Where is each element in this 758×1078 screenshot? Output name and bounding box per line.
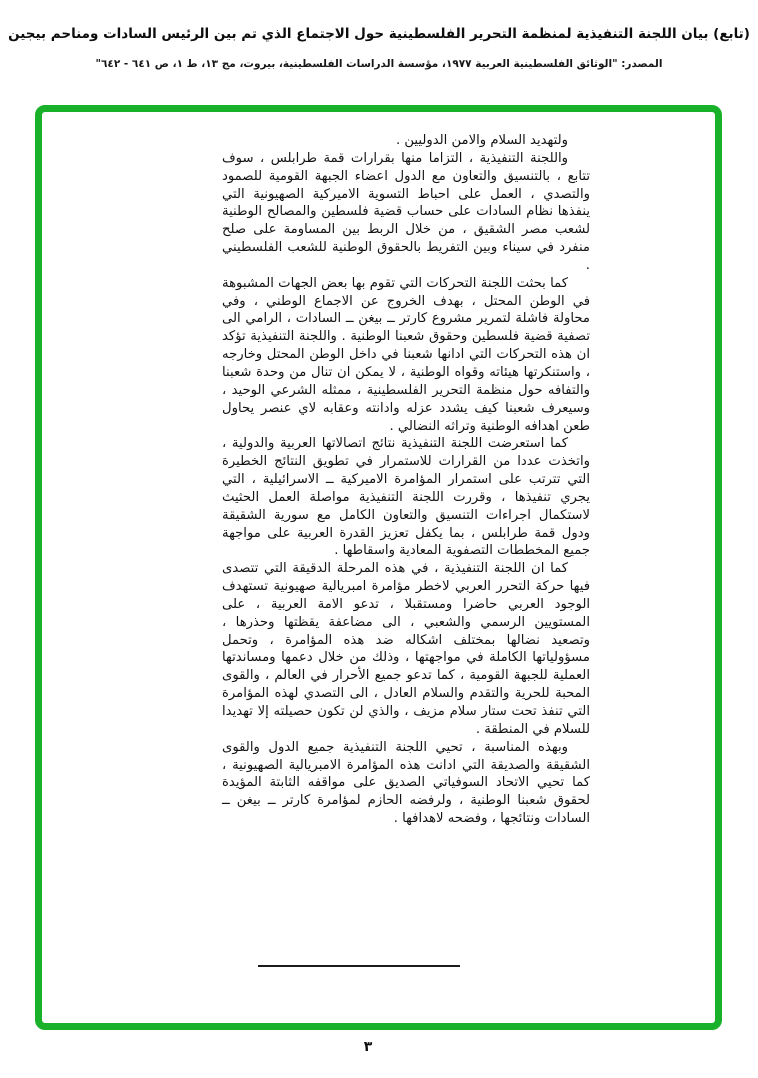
- end-of-document-divider: [258, 965, 460, 967]
- document-source-citation: المصدر: "الوثائق الفلسطينية العربية ١٩٧٧، مؤسسة الدراسات الفلسطينية، بيروت، مج ١٣، ط ١، ص ٦٤١ - ٦٤٢": [95, 58, 663, 70]
- paragraph: وبهذه المناسبة ، تحيي اللجنة التنفيذية جميع الدول والقوى الشقيقة والصديقة التي ادانت هذه المؤامرة الامبريالية الصهيونية ، كما تحيي الاتحاد السوفياتي الصديق على مواقفه الثابتة المؤيدة لحقوق شعبنا الوطنية ، ولرفضه الحازم لمؤامرة كارتر ــ بيغن ــ السادات ونتائجها ، وفضحه لاهدافها .: [222, 739, 590, 827]
- document-body: [222, 132, 590, 828]
- paragraph: كما ان اللجنة التنفيذية ، في هذه المرحلة الدقيقة التي تتصدى فيها حركة التحرر العربي لاخطر مؤامرة امبريالية صهيونية تستهدف الوجود العربي حاضرا ومستقبلا ، تدعو الامة العربية ، على المستويين الرسمي والشعبي ، الى مضاعفة يقظتها وحذرها ، وتصعيد نضالها بمختلف اشكاله ضد هذه المؤامرة ، وتحمل مسؤولياتها الكاملة في مواجهتها ، وذلك من خلال دعمها ومساندتها العملية للجبهة القومية ، كما تدعو جميع الأحرار في العالم ، والقوى المحبة للحرية والتقدم والسلام العادل ، الى التصدي لهذه المؤامرة التي تنفذ تحت ستار سلام مزيف ، والذي لن تكون حصيلته إلا تهديدا للسلام في المنطقة .: [222, 561, 590, 737]
- green-border-frame: [35, 105, 722, 1030]
- page-number: ٣: [363, 1039, 373, 1055]
- document-title: (تابع) بيان اللجنة التنفيذية لمنظمة التحرير الفلسطينية حول الاجتماع الذي تم بين الرئيس السادات ومناحم بيجين: [8, 26, 750, 42]
- paragraph: كما بحثت اللجنة التحركات التي تقوم بها بعض الجهات المشبوهة في الوطن المحتل ، بهدف الخروج عن الاجماع الوطني ، وفي محاولة فاشلة لتمرير مشروع كارتر ــ بيغن ــ السادات ، الرامي الى تصفية قضية فلسطين وحقوق شعبنا الوطنية . واللجنة التنفيذية تؤكد ان هذه التحركات التي ادانها شعبنا في داخل الوطن المحتل وخارجه ، واستنكرتها هيئاته وقواه الوطنية ، لا يمكن ان تنال من وحدة شعبنا والتفافه حول منظمة التحرير الفلسطينية ، ممثله الشرعي الوحيد ، وسيعرف شعبنا كيف يشدد عزله وادانته وعقابه لاي عنصر يحاول طعن اهدافه الوطنية وتراثه النضالي .: [222, 275, 590, 434]
- paragraph: كما استعرضت اللجنة التنفيذية نتائج اتصالاتها العربية والدولية ، واتخذت عددا من القرارات للاستمرار في تطويق النتائج الخطيرة التي تترتب على استمرار المؤامرة الاميركية ــ الاسرائيلية ، التي يجري تنفيذها ، وقررت اللجنة التنفيذية مواصلة العمل الحثيث لاستكمال اجراءات التنسيق والتعاون الكامل مع سورية الشقيقة ودول قمة طرابلس ، بما يكفل تعزيز القدرة العربية على مواجهة جميع المخططات التصفوية المعادية واسقاطها .: [222, 436, 590, 559]
- paragraph-continuation: ولتهديد السلام والامن الدوليين .: [395, 133, 568, 148]
- paragraph: واللجنة التنفيذية ، التزاما منها بقرارات قمة طرابلس ، سوف تتابع ، بالتنسيق والتعاون مع الدول اعضاء الجبهة القومية للصمود والتصدي ، العمل على احباط التسوية الاميركية الصهيونية التي ينفذها نظام السادات على حساب قضية فلسطين والمصالح الوطنية لشعب مصر الشقيق ، من خلال الربط بين المساومة على صلح منفرد في سيناء وبين التفريط بالحقوق الوطنية للشعب الفلسطيني .: [222, 150, 590, 273]
